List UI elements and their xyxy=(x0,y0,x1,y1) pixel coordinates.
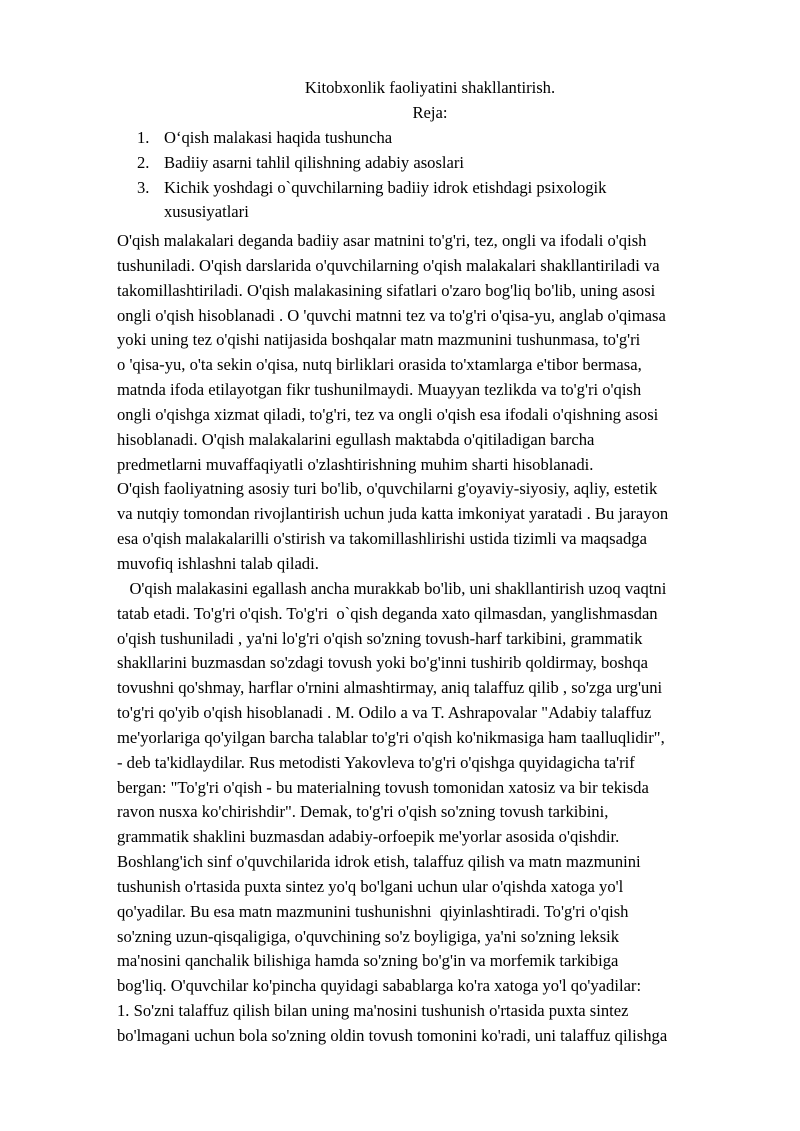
body-line: tovushni qo'shmay, harflar o'rnini almashtirmay, aniq talaffuz qilib , so'zga urg'uni xyxy=(117,678,663,698)
plan-item-number: 2. xyxy=(137,152,150,172)
body-line: me'yorlariga qo'yilgan barcha talablar to'g'ri o'qish ko'nikmasiga ham taalluqlidir", xyxy=(117,727,665,747)
body-line: tatab etadi. To'g'ri o'qish. To'g'ri o`qish deganda xato qilmasdan, yanglishmasdan xyxy=(117,603,658,623)
plan-item-text: O‘qish malakasi haqida tushuncha xyxy=(164,128,393,147)
plan-item-number: 1. xyxy=(137,128,150,147)
body-line: o'qish tushuniladi , ya'ni lo'g'ri o'qish so'zning tovush-harf tarkibini, grammatik xyxy=(117,628,643,648)
document-title: Kitobxonlik faoliyatini shakllantirish. xyxy=(304,78,556,97)
body-line: qo'yadilar. Bu esa matn mazmunini tushunishni qiyinlashtiradi. To'g'ri o'qish xyxy=(117,901,629,921)
body-line: ongli o'qish hisoblanadi . O 'quvchi matnni tez va to'g'ri o'qisa-yu, anglab o'qimasa xyxy=(117,305,666,325)
body-line: esa o'qish malakalarilli o'stirish va takomillashlirishi ustida tizimli va maqsadga xyxy=(117,529,647,549)
body-line: O'qish malakasini egallash ancha murakkab bo'lib, uni shakllantirish uzoq vaqtni xyxy=(117,578,667,598)
body-line: bo'lmagani uchun bola so'zning oldin tovush tomonini ko'radi, uni talaffuz qilishga xyxy=(117,1026,668,1045)
plan-item-number: 3. xyxy=(137,177,150,197)
body-line: tushuniladi. O'qish darslarida o'quvchilarning o'qish malakalari shakllantiriladi va xyxy=(117,255,660,275)
body-line: so'zning uzun-qisqaligiga, o'quvchining so'z boyligiga, ya'ni so'zning leksik xyxy=(117,926,620,946)
body-line: va nutqiy tomondan rivojlantirish uchun juda katta imkoniyat yaratadi . Bu jarayon xyxy=(117,504,669,524)
plan-item xyxy=(137,176,697,226)
plan-item-text: Kichik yoshdagi o`quvchilarning badiiy idrok etishdagi psixologik xyxy=(164,177,607,197)
body-line: tushunish o'rtasida puxta sintez yo'q bo'lgani uchun ular o'qishda xatoga yo'l xyxy=(117,876,624,896)
plan-heading: Reja: xyxy=(412,103,448,122)
body-line: ongli o'qishga xizmat qiladi, to'g'ri, tez va ongli o'qish esa ifodali o'qishning asosi xyxy=(117,404,659,424)
body-line: o 'qisa-yu, o'ta sekin o'qisa, nutq birliklari orasida to'xtamlarga e'tibor bermasa, xyxy=(117,355,642,375)
body-line: 1. So'zni talaffuz qilish bilan uning ma'nosini tushunish o'rtasida puxta sintez xyxy=(117,1001,629,1021)
body-line: matnda ifoda etilayotgan fikr tushunilmaydi. Muayyan tezlikda va to'g'ri o'qish xyxy=(117,380,642,400)
body-line: O'qish faoliyatning asosiy turi bo'lib, o'quvchilarni g'oyaviy-siyosiy, aqliy, estetik xyxy=(117,479,658,499)
plan-item xyxy=(137,126,697,151)
body-line: to'g'ri qo'yib o'qish hisoblanadi . M. Odilo a va T. Ashrapovalar "Adabiy talaffuz xyxy=(117,703,652,723)
body-line: ma'nosini qanchalik bilishiga hamda so'zning bo'g'in va morfemik tarkibiga xyxy=(117,951,619,971)
body-line: takomillashtiriladi. O'qish malakasining sifatlari o'zaro bog'liq bo'lib, uning asosi xyxy=(117,280,656,300)
body-line: ravon nusxa ko'chirishdir". Demak, to'g'ri o'qish so'zning tovush tarkibini, xyxy=(117,802,609,822)
body-line: muvofiq ishlashni talab qiladi. xyxy=(117,553,319,573)
body-line: bergan: "To'g'ri o'qish - bu materialning tovush tomonidan xatosiz va bir tekisda xyxy=(117,777,649,797)
plan-list xyxy=(137,126,697,225)
body-line: hisoblanadi. O'qish malakalarini egullash maktabda o'qitiladigan barcha xyxy=(117,429,595,449)
body-line: yoki uning tez o'qishi natijasida boshqalar matn mazmunini tushunmasa, to'g'ri xyxy=(117,330,641,350)
body-text xyxy=(117,229,747,1049)
body-line: bog'liq. O'quvchilar ko'pincha quyidagi sabablarga ko'ra xatoga yo'l qo'yadilar: xyxy=(117,976,642,996)
plan-item-text: Badiiy asarni tahlil qilishning adabiy asoslari xyxy=(164,152,465,172)
body-line: predmetlarni muvaffaqiyatli o'zlashtirishning muhim sharti hisoblanadi. xyxy=(117,454,594,474)
plan-item xyxy=(137,151,697,176)
body-line: Boshlang'ich sinf o'quvchilarida idrok etish, talaffuz qilish va matn mazmunini xyxy=(117,852,641,872)
body-line: O'qish malakalari deganda badiiy asar matnini to'g'ri, tez, ongli va ifodali o'qish xyxy=(117,231,647,250)
body-line: grammatik shaklini buzmasdan adabiy-orfoepik me'yorlar asosida o'qishdir. xyxy=(117,827,620,847)
body-line: shakllarini buzmasdan so'zdagi tovush yoki bo'g'inni tushirib qoldirmay, boshqa xyxy=(117,653,648,673)
plan-item-text: xususiyatlari xyxy=(164,202,249,222)
body-line: - deb ta'kidlaydilar. Rus metodisti Yakovleva to'g'ri o'qishga quyidagicha ta'rif xyxy=(117,752,635,772)
